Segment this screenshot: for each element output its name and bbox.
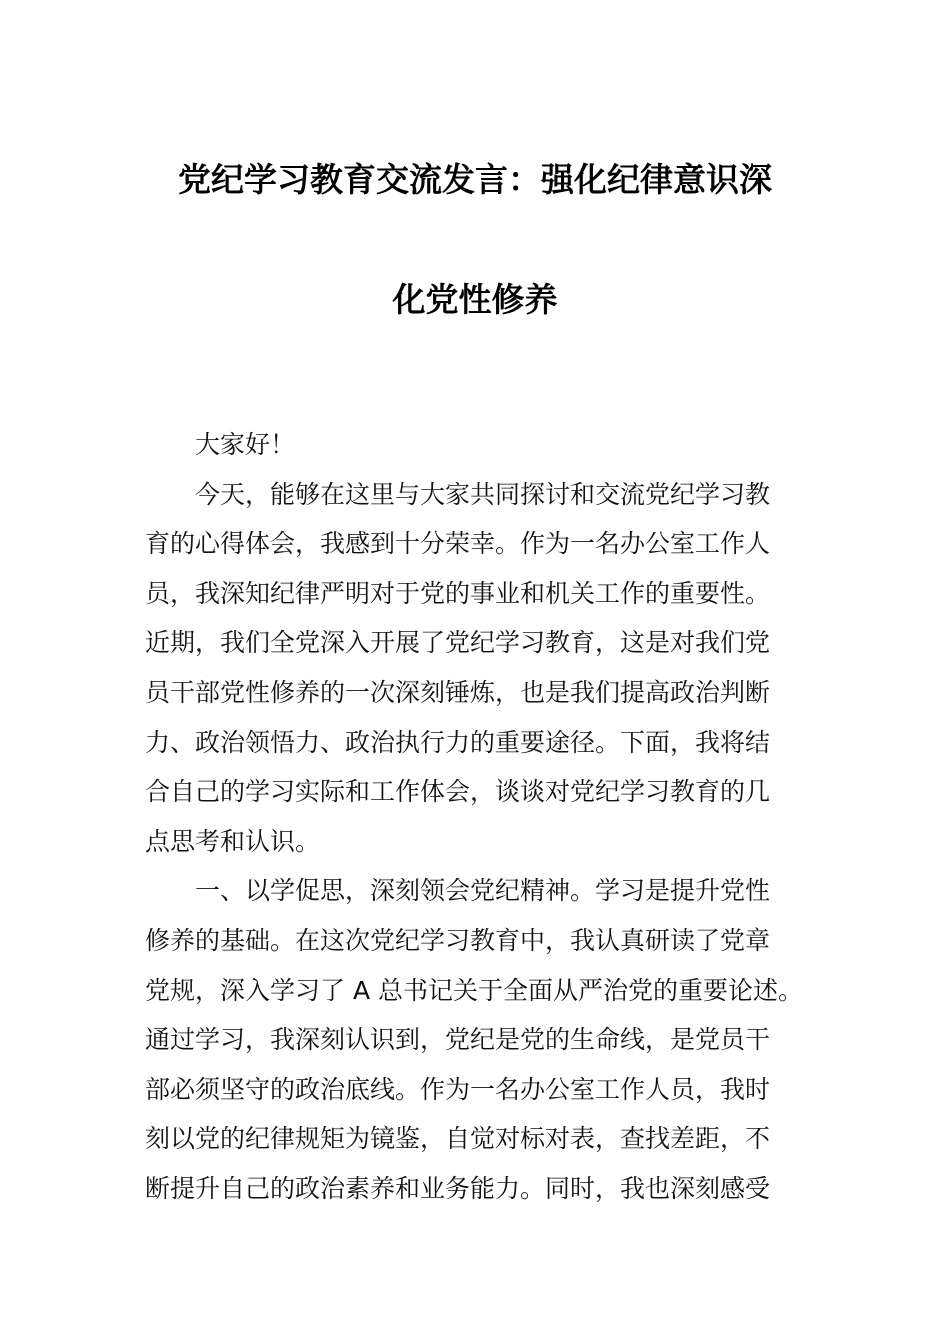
body-line: 点思考和认识。 — [145, 826, 321, 856]
body-line: 修养的基础。在这次党纪学习教育中，我认真研读了党章 — [145, 925, 771, 955]
body-line: 近期，我们全党深入开展了党纪学习教育，这是对我们党 — [145, 628, 771, 658]
body-line: 党规，深入学习了 A 总书记关于全面从严治党的重要论述。 — [145, 975, 803, 1005]
body-line: 员干部党性修养的一次深刻锤炼，也是我们提高政治判断 — [145, 677, 771, 707]
body-line: 通过学习，我深刻认识到，党纪是党的生命线，是党员干 — [145, 1025, 771, 1055]
body-line: 合自己的学习实际和工作体会，谈谈对党纪学习教育的几 — [145, 777, 771, 807]
document-title-line-1: 党纪学习教育交流发言：强化纪律意识深 — [178, 160, 772, 199]
body-line: 员，我深知纪律严明对于党的事业和机关工作的重要性。 — [145, 578, 771, 608]
body-line: 断提升自己的政治素养和业务能力。同时，我也深刻感受 — [145, 1173, 771, 1203]
body-line: 大家好！ — [195, 430, 296, 459]
body-line: 一、以学促思，深刻领会党纪精神。学习是提升党性 — [195, 876, 771, 906]
body-line: 刻以党的纪律规矩为镜鉴，自觉对标对表，查找差距，不 — [145, 1124, 771, 1154]
document-body — [145, 420, 820, 1214]
body-line: 力、政治领悟力、政治执行力的重要途径。下面，我将结 — [145, 727, 771, 757]
body-line: 部必须坚守的政治底线。作为一名办公室工作人员，我时 — [145, 1074, 771, 1104]
body-line: 育的心得体会，我感到十分荣幸。作为一名办公室工作人 — [145, 529, 771, 559]
document-title-line-2: 化党性修养 — [392, 280, 558, 319]
body-line: 今天，能够在这里与大家共同探讨和交流党纪学习教 — [195, 479, 771, 509]
